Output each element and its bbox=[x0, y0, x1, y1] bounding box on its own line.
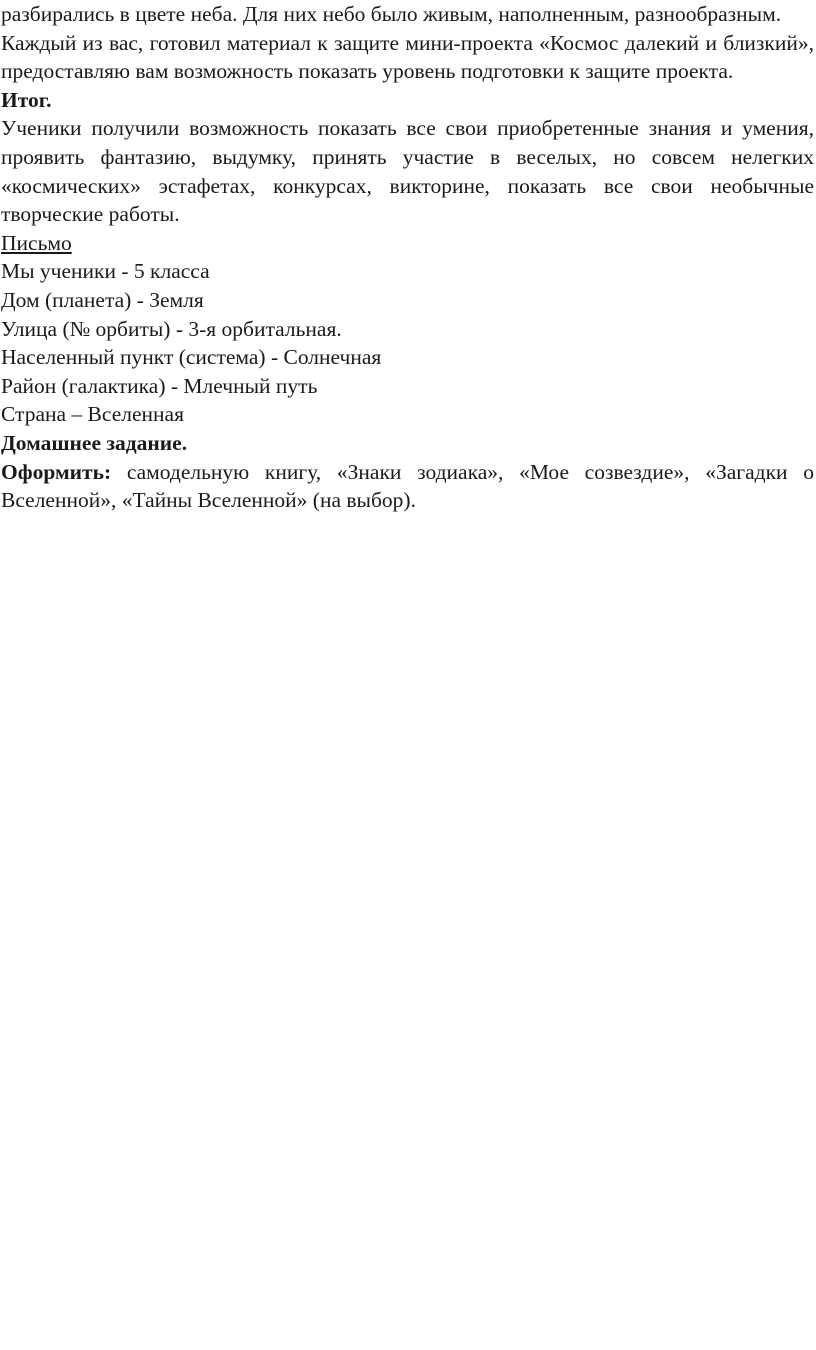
project-paragraph: Каждый из вас, готовил материал к защите мини-проекта «Космос далекий и близкий», предоставляю вам возможность показать уровень подготовки к защите проекта. bbox=[1, 30, 814, 84]
letter-line-orbit: Улица (№ орбиты) - 3-я орбитальная. bbox=[1, 316, 342, 341]
summary-paragraph: Ученики получили возможность показать все свои приобретенные знания и умения, проявить фантазию, выдумку, принять участие в веселых, но совсем нелегких «космических» эстафетах, конкурсах, викторине, показать все свои необычные творческие работы. bbox=[1, 116, 814, 227]
letter-line-class: Мы ученики - 5 класса bbox=[1, 259, 210, 284]
homework-text: самодельную книгу, «Знаки зодиака», «Мое созвездие», «Загадки о Вселенной», «Тайны Вселенной» (на выбор). bbox=[1, 459, 814, 513]
letter-line-planet: Дом (планета) - Земля bbox=[1, 287, 204, 312]
letter-heading: Письмо bbox=[1, 230, 72, 255]
homework-paragraph bbox=[1, 458, 814, 515]
intro-paragraph: разбирались в цвете неба. Для них небо было живым, наполненным, разнообразным. bbox=[1, 2, 782, 26]
letter-line-country: Страна – Вселенная bbox=[1, 402, 184, 427]
homework-heading: Домашнее задание. bbox=[1, 430, 188, 455]
homework-label: Оформить: bbox=[1, 459, 112, 484]
summary-heading: Итог. bbox=[1, 87, 52, 112]
document-page bbox=[1, 0, 814, 515]
letter-line-galaxy: Район (галактика) - Млечный путь bbox=[1, 373, 318, 398]
letter-line-system: Населенный пункт (система) - Солнечная bbox=[1, 345, 382, 370]
